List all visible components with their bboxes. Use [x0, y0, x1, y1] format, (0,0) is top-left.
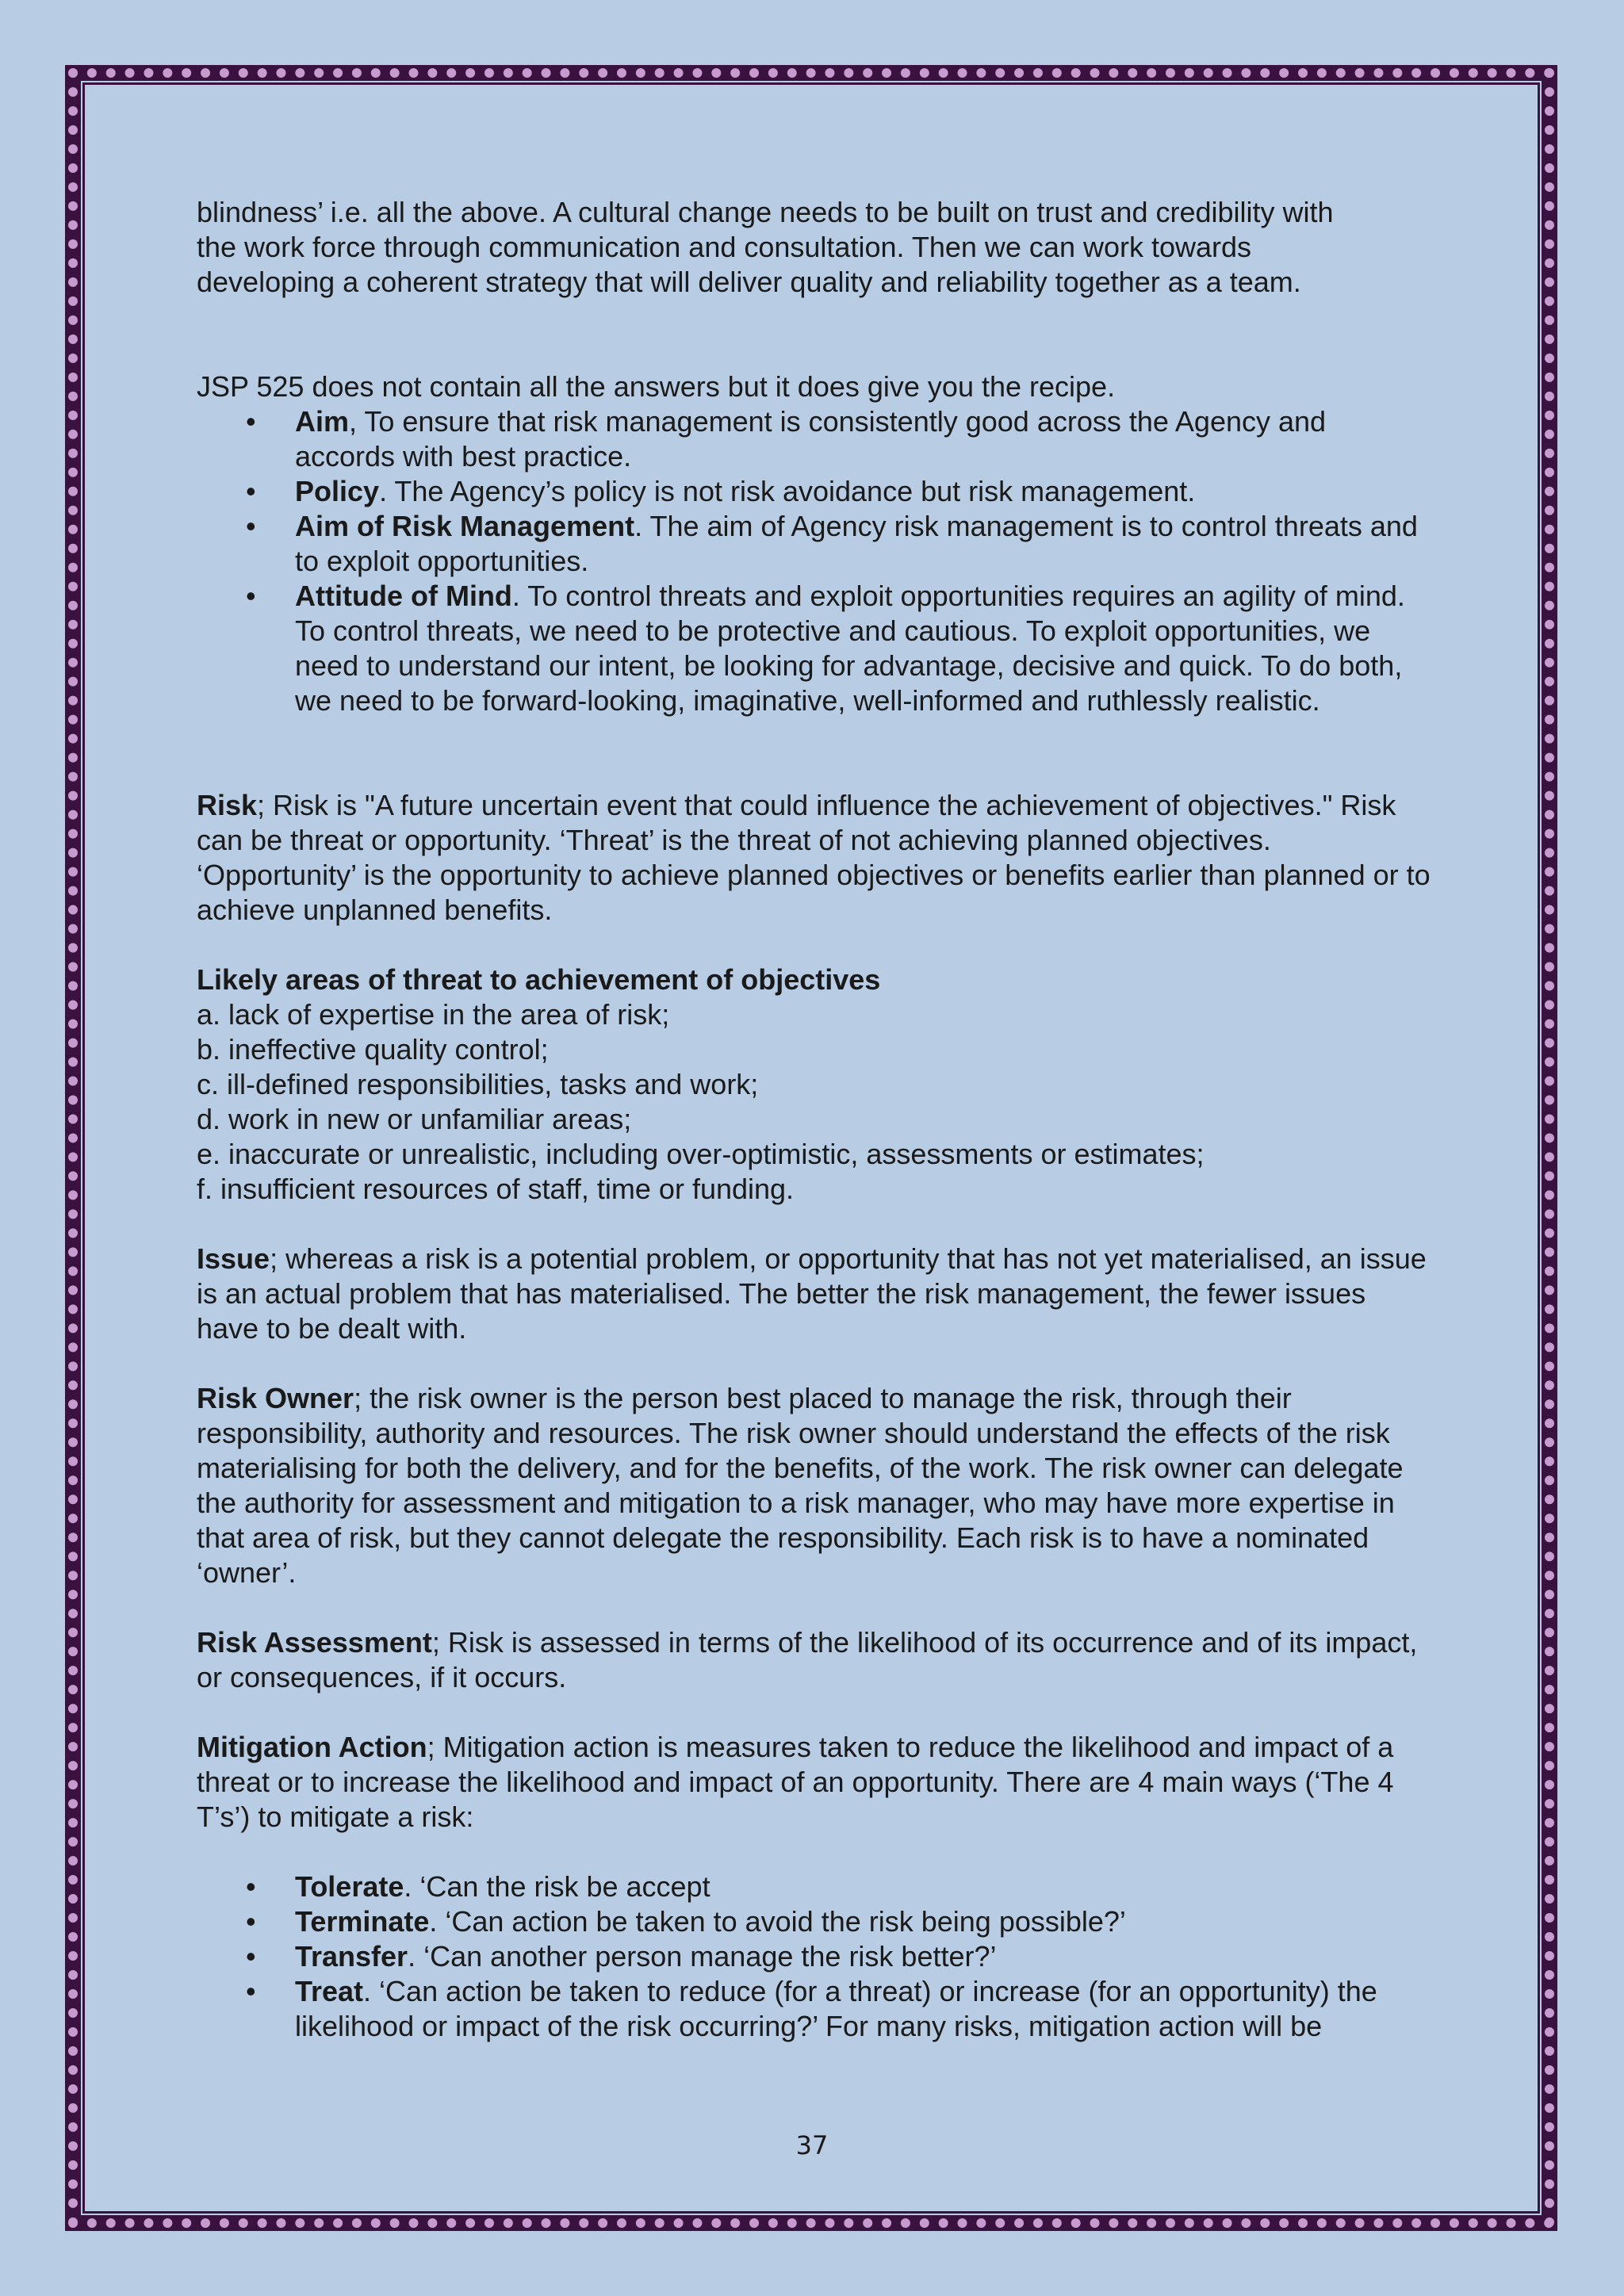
bullet-term: Treat: [295, 1975, 364, 2007]
risk-term: Risk: [197, 789, 258, 821]
threat-item-e: e. inaccurate or unrealistic, including over-optimistic, assessments or estimates;: [197, 1138, 1205, 1170]
bullet-text: . The Agency’s policy is not risk avoidance but risk management.: [379, 475, 1196, 507]
intro-line-2: the work force through communication and consultation. Then we can work towards: [197, 231, 1252, 263]
four-ts-bullet-list: [197, 1869, 1434, 2044]
bullet-text: . ‘Can action be taken to avoid the risk being possible?’: [429, 1905, 1126, 1938]
list-item: [295, 1974, 1434, 2044]
bullet-text: . To control threats and exploit opportunities requires an agility of mind. To control threats, we need to be protective and cautious. To exploit opportunities, we need to understand our intent, be looking for advantage, decisive and quick. To do both, we need to be forward-looking, imaginative, well-informed and ruthlessly realistic.: [295, 580, 1405, 717]
issue-definition: [197, 1242, 1434, 1346]
threats-heading-text: Likely areas of threat to achievement of objectives: [197, 963, 881, 996]
list-item: [295, 579, 1434, 718]
bullet-text: . ‘Can another person manage the risk better?’: [408, 1940, 997, 1973]
bullet-text: . The aim of Agency risk management is to control threats and to exploit opportunities.: [295, 510, 1418, 577]
jsp-lead: JSP 525 does not contain all the answers but it does give you the recipe.: [197, 370, 1116, 403]
intro-line-3: developing a coherent strategy that will deliver quality and reliability together as a team.: [197, 266, 1301, 298]
page-number: 37: [795, 2130, 829, 2160]
risk-assessment-definition: [197, 1625, 1434, 1695]
intro-line-1: blindness’ i.e. all the above. A cultural change needs to be built on trust and credibility with: [197, 196, 1334, 228]
issue-text: ; whereas a risk is a potential problem, or opportunity that has not yet materialised, an issue is an actual problem that has materialised. The better the risk management, the fewer issues have to be dealt with.: [197, 1242, 1427, 1345]
bullet-term: Tolerate: [295, 1870, 404, 1903]
jsp-bullet-list: [197, 404, 1434, 718]
bullet-term: Attitude of Mind: [295, 580, 512, 612]
list-item: [295, 1869, 1434, 1904]
bullet-term: Transfer: [295, 1940, 408, 1973]
risk-owner-definition: [197, 1381, 1434, 1590]
bullet-text: . ‘Can action be taken to reduce (for a threat) or increase (for an opportunity) the likelihood or impact of the risk occurring?’ For many risks, mitigation action will be: [295, 1975, 1377, 2042]
bullet-term: Aim: [295, 405, 350, 438]
bullet-term: Policy: [295, 475, 380, 507]
risk-assessment-text: ; Risk is assessed in terms of the likelihood of its occurrence and of its impact, or consequences, if it occurs.: [197, 1626, 1418, 1693]
risk-owner-text: ; the risk owner is the person best placed to manage the risk, through their responsibility, authority and resources. The risk owner should understand the effects of the risk materialising for both the delivery, and for the benefits, of the work. The risk owner can delegate the authority for assessment and mitigation to a risk manager, who may have more expertise in that area of risk, but they cannot delegate the responsibility. Each risk is to have a nominated ‘owner’.: [197, 1382, 1404, 1589]
mitigation-definition: [197, 1730, 1434, 1835]
bullet-text: , To ensure that risk management is consistently good across the Agency and accords with best practice.: [295, 405, 1327, 473]
issue-term: Issue: [197, 1242, 270, 1275]
list-item: [295, 1904, 1434, 1939]
list-item: [295, 509, 1434, 579]
list-item: [295, 1939, 1434, 1974]
mitigation-text: ; Mitigation action is measures taken to reduce the likelihood and impact of a threat or to increase the likelihood and impact of an opportunity. There are 4 main ways (‘The 4 T’s’) to mitigate a risk:: [197, 1731, 1394, 1833]
threat-item-f: f. insufficient resources of staff, time or funding.: [197, 1173, 795, 1205]
threat-item-b: b. ineffective quality control;: [197, 1033, 549, 1066]
risk-definition: [197, 788, 1434, 928]
bullet-text: . ‘Can the risk be accept: [404, 1870, 710, 1903]
threats-heading: [197, 962, 1434, 997]
risk-owner-term: Risk Owner: [197, 1382, 354, 1414]
threat-item-d: d. work in new or unfamiliar areas;: [197, 1103, 632, 1135]
list-item: [295, 474, 1434, 509]
risk-text: ; Risk is "A future uncertain event that could influence the achievement of objectives." Risk can be threat or opportunity. ‘Threat’ is the threat of not achieving planned objectives. ‘Opportunity’ is the opportunity to achieve planned objectives or benefits earlier than planned or to achieve unplanned benefits.: [197, 789, 1431, 926]
threat-item-c: c. ill-defined responsibilities, tasks and work;: [197, 1068, 759, 1100]
bullet-term: Terminate: [295, 1905, 430, 1938]
mitigation-term: Mitigation Action: [197, 1731, 427, 1763]
bullet-term: Aim of Risk Management: [295, 510, 635, 542]
threat-item-a: a. lack of expertise in the area of risk;: [197, 998, 670, 1031]
list-item: [295, 404, 1434, 474]
risk-assessment-term: Risk Assessment: [197, 1626, 432, 1659]
page-content: [197, 195, 1434, 2044]
